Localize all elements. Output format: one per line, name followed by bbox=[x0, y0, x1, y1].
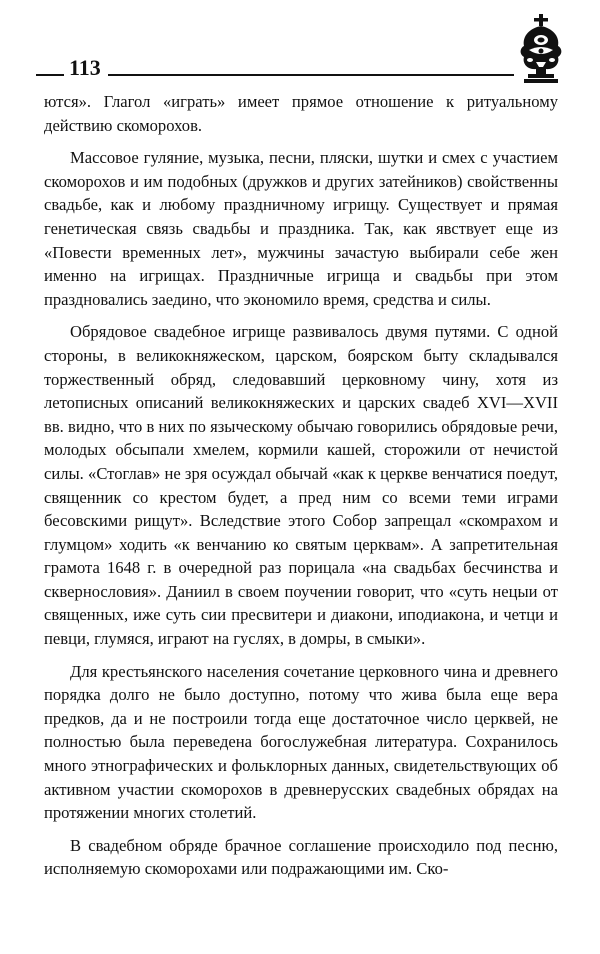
paragraph-festivities: Массовое гуляние, музыка, песни, пляски, шутки и смех с участием скоморохов и им подобных (дружков и других затейников) свойственны свадьбе, как и любому праздничному игрищу. Существует и прямая генетическая связь свадьбы и праздника. Так, как явствует еще из «Повести временных лет», мужчины зачастую выбирали себе жен именно на игрищах. Праздничные игрища и свадьбы при этом праздновались заедино, что экономило время, средства и силы. bbox=[44, 148, 558, 309]
page-number-row bbox=[36, 56, 514, 80]
decorative-ornament-icon bbox=[516, 14, 566, 84]
paragraph-continuation: ются». Глагол «играть» имеет прямое отношение к ритуальному действию скоморохов. bbox=[44, 92, 558, 135]
page-number: 113 bbox=[69, 55, 101, 80]
header-rule-right bbox=[108, 74, 514, 76]
paragraph-peasant-population: Для крестьянского населения сочетание церковного чина и древнего порядка долго не было доступно, потому что жива была еще вера предков, да и не построили тогда еще достаточное число церквей, не полностью была переведена богослужебная литература. Сохранилось много этнографических и фольклорных данных, свидетельствующих об активном участии скоморохов в древнерусских свадебных обрядах на протяжении многих столетий. bbox=[44, 661, 558, 823]
page-text bbox=[44, 90, 558, 890]
header-rule-left bbox=[36, 74, 64, 76]
paragraph-marriage-agreement: В свадебном обряде брачное соглашение происходило под песню, исполняемую скоморохами или подражающими им. Ско- bbox=[44, 835, 558, 879]
page-header bbox=[36, 14, 566, 84]
paragraph-ritual-games: Обрядовое свадебное игрище развивалось двумя путями. С одной стороны, в великокняжеском, царском, боярском быту складывался торжественный обряд, следовавший церковному чину, хотя из летописных описаний великокняжеских и царских свадеб XVI—XVII вв. видно, что в них по языческому обычаю говорились обрядовые речи, молодых обсыпали хмелем, кормили кашей, сторожили от нечистой силы. «Стоглав» не зря осуждал обычай «как к церкве венчатися поедут, священник со крестом будет, а пред ним со всеми теми играми бесовскими рищут». Вследствие этого Собор запрещал «скомрахом и глумцом» ходить «к венчанию ко святым церквам». А запретительная грамота 1648 г. в очередной раз порицала «на свадьбах бесчинства и сквернословия». Даниил в своем поучении говорит, что «суть нецыи от священных, иже суть сии пресвитери и диакони, иподиакона, и четци и певци, глумяся, играют на гуслях, в домры, в смыки». bbox=[44, 322, 558, 649]
